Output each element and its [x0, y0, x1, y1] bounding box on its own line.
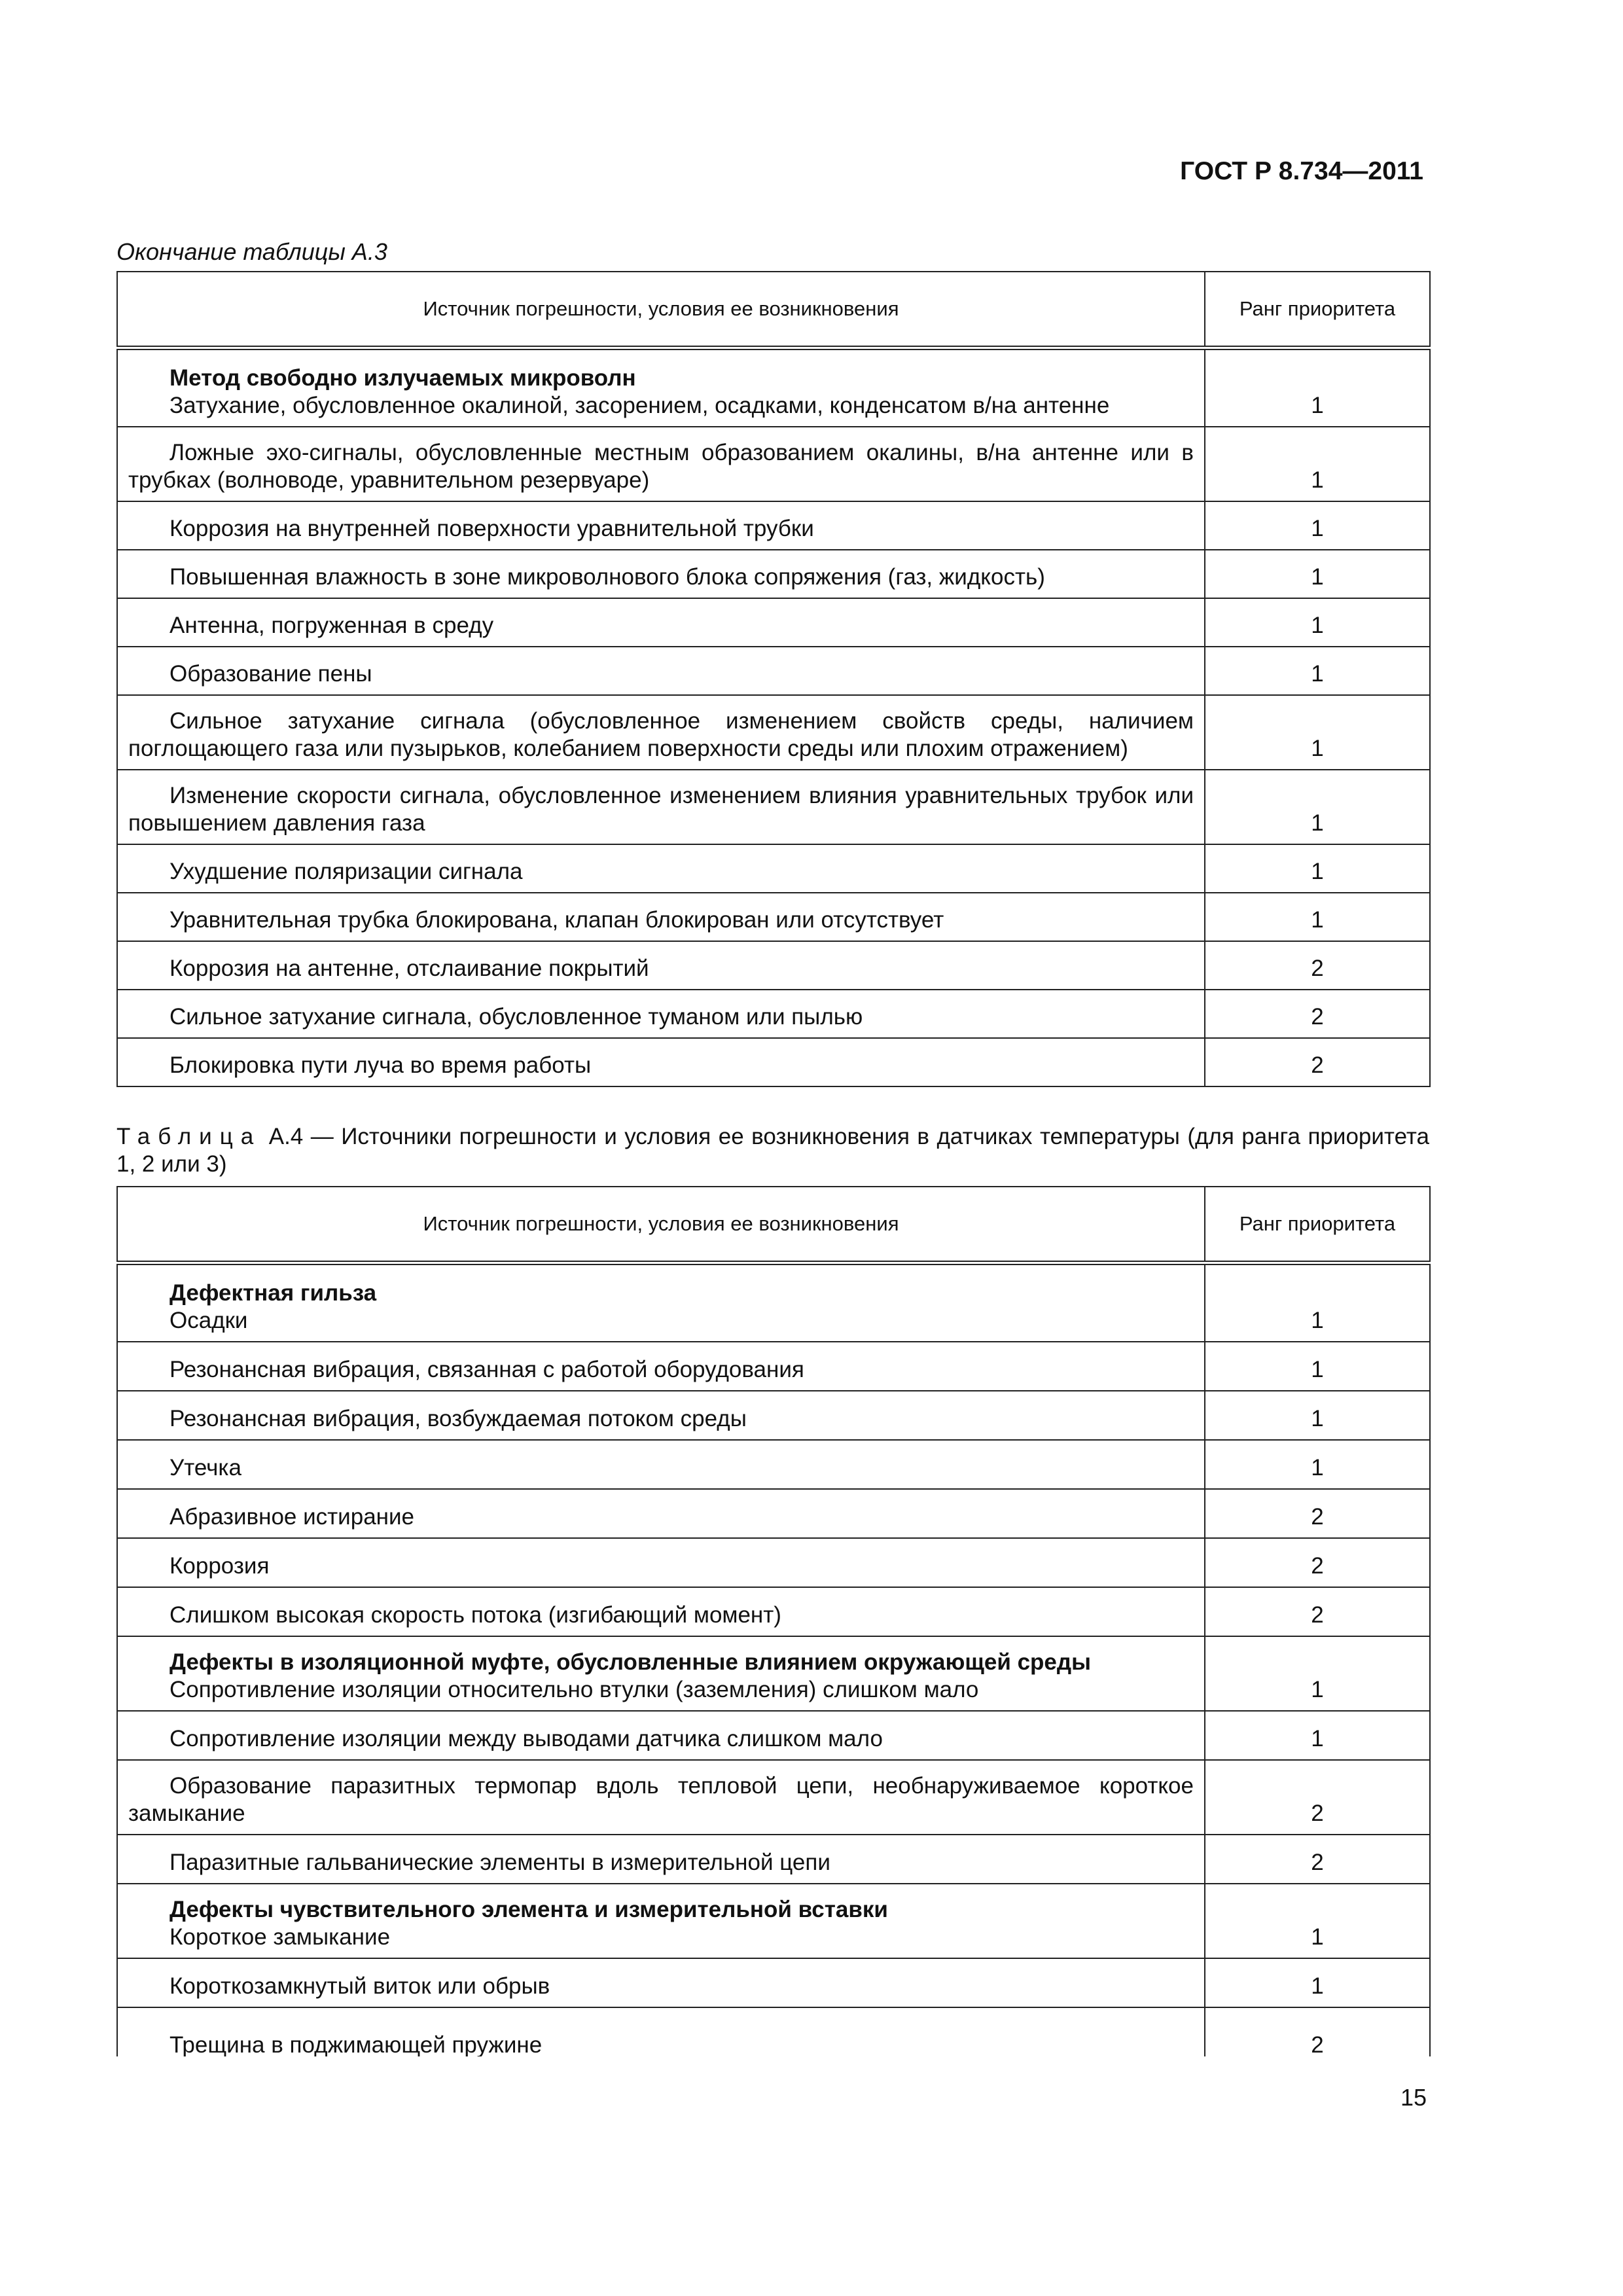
source-cell [117, 1489, 1205, 1538]
table-a4 [116, 1186, 1431, 2056]
source-cell [117, 348, 1205, 427]
rank-cell: 2 [1205, 1489, 1430, 1538]
rank-cell: 1 [1205, 427, 1430, 501]
source-cell [117, 1884, 1205, 1958]
rank-cell: 1 [1205, 598, 1430, 647]
source-cell [117, 1711, 1205, 1760]
rank-cell: 1 [1205, 550, 1430, 598]
source-text: Осадки [169, 1307, 248, 1333]
table-row [117, 501, 1430, 550]
table-row [117, 844, 1430, 893]
source-text: Абразивное истирание [169, 1503, 415, 1530]
column-header-source: Источник погрешности, условия ее возникновения [117, 272, 1205, 348]
source-text: Слишком высокая скорость потока (изгибающий момент) [169, 1602, 781, 1628]
source-text: Резонансная вибрация, возбуждаемая потоком среды [169, 1405, 747, 1431]
rank-cell: 2 [1205, 1538, 1430, 1587]
document-code: ГОСТ Р 8.734—2011 [1180, 157, 1423, 185]
source-text: Блокировка пути луча во время работы [169, 1052, 592, 1078]
table-header-row [117, 272, 1430, 348]
source-cell [117, 1636, 1205, 1711]
group-title: Дефекты в изоляционной муфте, обусловленные влиянием окружающей среды [169, 1649, 1091, 1675]
rank-cell: 1 [1205, 893, 1430, 941]
source-cell [117, 550, 1205, 598]
source-cell [117, 844, 1205, 893]
table-row [117, 1587, 1430, 1636]
table-row [117, 1538, 1430, 1587]
source-cell [117, 1760, 1205, 1835]
table-row [117, 598, 1430, 647]
table-row [117, 941, 1430, 990]
source-cell [117, 695, 1205, 770]
source-cell [117, 1587, 1205, 1636]
rank-cell: 2 [1205, 1587, 1430, 1636]
table-row [117, 1391, 1430, 1440]
source-cell [117, 1263, 1205, 1342]
source-cell [117, 501, 1205, 550]
source-cell [117, 427, 1205, 501]
rank-cell: 1 [1205, 647, 1430, 695]
table-a4-caption-text: А.4 — Источники погрешности и условия ее возникновения в датчиках температуры (для ранга приоритета 1, 2 или 3) [116, 1124, 1429, 1177]
rank-cell: 2 [1205, 1038, 1430, 1086]
source-cell [117, 1038, 1205, 1086]
table-row [117, 770, 1430, 844]
table-row [117, 1440, 1430, 1489]
rank-cell: 1 [1205, 1440, 1430, 1489]
table-row [117, 1489, 1430, 1538]
source-text: Изменение скорости сигнала, обусловленное изменением влияния уравнительных трубок или повышением давления газа [128, 782, 1194, 836]
source-cell [117, 1391, 1205, 1440]
table-row [117, 1263, 1430, 1342]
source-cell [117, 770, 1205, 844]
rank-cell: 1 [1205, 695, 1430, 770]
rank-cell: 1 [1205, 1958, 1430, 2007]
source-text: Утечка [169, 1454, 241, 1480]
source-text: Антенна, погруженная в среду [169, 612, 494, 638]
table-row [117, 1760, 1430, 1835]
table-row [117, 1711, 1430, 1760]
rank-cell: 1 [1205, 1391, 1430, 1440]
group-title: Дефекты чувствительного элемента и измерительной вставки [169, 1896, 888, 1922]
source-cell [117, 1342, 1205, 1391]
source-text: Затухание, обусловленное окалиной, засорением, осадками, конденсатом в/на антенне [169, 392, 1110, 418]
rank-cell: 2 [1205, 1760, 1430, 1835]
source-text: Сопротивление изоляции между выводами датчика слишком мало [169, 1725, 883, 1751]
source-cell [117, 1440, 1205, 1489]
source-text: Трещина в поджимающей пружине [169, 2032, 543, 2056]
source-text: Паразитные гальванические элементы в измерительной цепи [169, 1849, 830, 1875]
rank-cell: 2 [1205, 2007, 1430, 2057]
source-text: Уравнительная трубка блокирована, клапан блокирован или отсутствует [169, 906, 944, 933]
table-a4-caption-word: Таблица [116, 1124, 262, 1149]
table-row [117, 1884, 1430, 1958]
rank-cell: 2 [1205, 941, 1430, 990]
source-text: Сопротивление изоляции относительно втулки (заземления) слишком мало [169, 1676, 979, 1702]
source-text: Коррозия на внутренней поверхности уравнительной трубки [169, 515, 814, 541]
source-cell [117, 1538, 1205, 1587]
source-text: Ложные эхо-сигналы, обусловленные местным образованием окалины, в/на антенне или в трубках (волноводе, уравнительном резервуаре) [128, 439, 1194, 493]
source-cell [117, 893, 1205, 941]
rank-cell: 1 [1205, 770, 1430, 844]
table-a3-continuation-caption: Окончание таблицы А.3 [116, 238, 387, 265]
rank-cell: 1 [1205, 1342, 1430, 1391]
page-number: 15 [1400, 2084, 1427, 2111]
rank-cell: 1 [1205, 1263, 1430, 1342]
table-row [117, 695, 1430, 770]
source-text: Короткозамкнутый виток или обрыв [169, 1973, 550, 1999]
table-row [117, 1636, 1430, 1711]
table-row [117, 2007, 1430, 2057]
table-row [117, 647, 1430, 695]
source-text: Короткое замыкание [169, 1924, 391, 1950]
table-row [117, 348, 1430, 427]
group-title: Метод свободно излучаемых микроволн [169, 365, 636, 391]
source-text: Сильное затухание сигнала, обусловленное туманом или пылью [169, 1003, 863, 1030]
source-text: Образование пены [169, 660, 372, 687]
rank-cell: 1 [1205, 501, 1430, 550]
column-header-rank: Ранг приоритета [1205, 1187, 1430, 1263]
table-row [117, 550, 1430, 598]
rank-cell: 1 [1205, 1711, 1430, 1760]
table-row [117, 1038, 1430, 1086]
table-row [117, 1958, 1430, 2007]
rank-cell: 1 [1205, 1636, 1430, 1711]
group-title: Дефектная гильза [169, 1280, 377, 1306]
table-row [117, 990, 1430, 1038]
table-row [117, 1835, 1430, 1884]
source-text: Коррозия на антенне, отслаивание покрытий [169, 955, 649, 981]
source-text: Сильное затухание сигнала (обусловленное изменением свойств среды, наличием поглощающего газа или пузырьков, колебанием поверхности среды или плохим отражением) [128, 708, 1194, 761]
table-a4-caption [116, 1123, 1429, 1178]
source-cell [117, 1958, 1205, 2007]
source-cell [117, 941, 1205, 990]
column-header-source: Источник погрешности, условия ее возникновения [117, 1187, 1205, 1263]
table-row [117, 427, 1430, 501]
table-row [117, 1342, 1430, 1391]
rank-cell: 1 [1205, 844, 1430, 893]
source-cell [117, 990, 1205, 1038]
source-cell [117, 647, 1205, 695]
source-text: Резонансная вибрация, связанная с работой оборудования [169, 1356, 804, 1382]
table-header-row [117, 1187, 1430, 1263]
rank-cell: 2 [1205, 990, 1430, 1038]
source-cell [117, 598, 1205, 647]
column-header-rank: Ранг приоритета [1205, 272, 1430, 348]
source-text: Ухудшение поляризации сигнала [169, 858, 523, 884]
source-cell [117, 1835, 1205, 1884]
source-text: Повышенная влажность в зоне микроволнового блока сопряжения (газ, жидкость) [169, 564, 1045, 590]
table-row [117, 893, 1430, 941]
table-a3 [116, 271, 1431, 1087]
source-cell [117, 2007, 1205, 2057]
rank-cell: 2 [1205, 1835, 1430, 1884]
rank-cell: 1 [1205, 1884, 1430, 1958]
table-a4-container [116, 1186, 1432, 2056]
rank-cell: 1 [1205, 348, 1430, 427]
source-text: Образование паразитных термопар вдоль тепловой цепи, необнаруживаемое короткое замыкание [128, 1772, 1194, 1826]
source-text: Коррозия [169, 1552, 270, 1579]
